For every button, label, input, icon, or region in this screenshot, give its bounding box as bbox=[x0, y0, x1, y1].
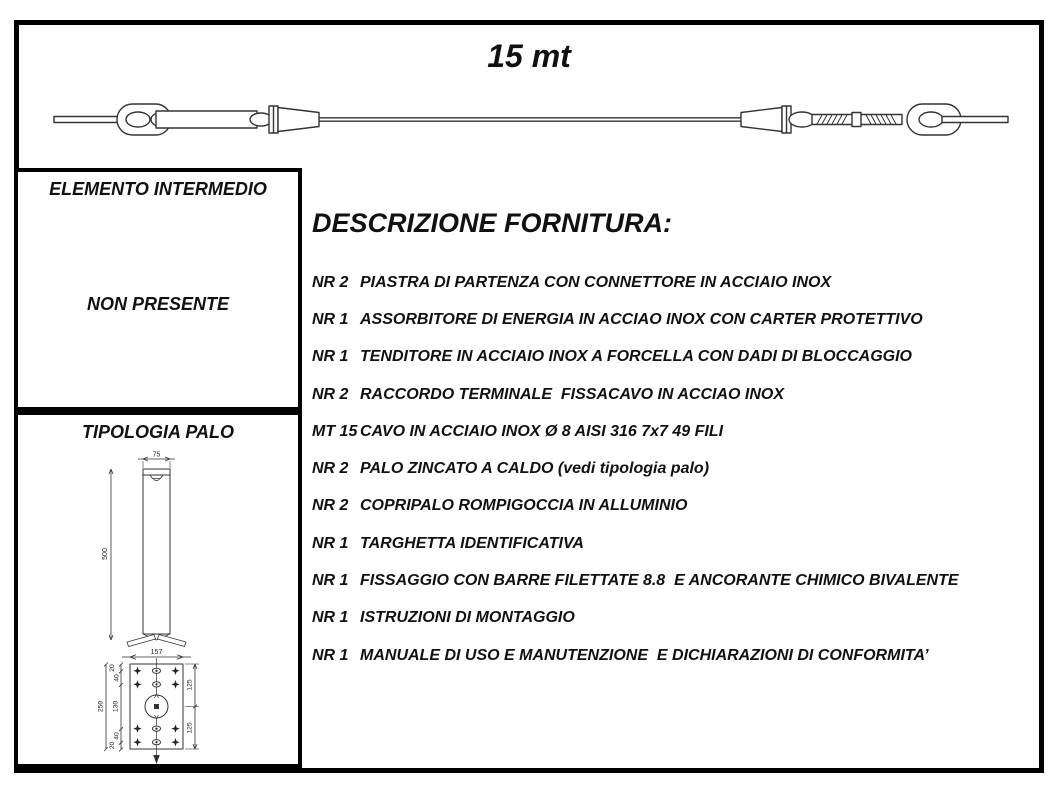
item-quantity: NR 1 bbox=[312, 609, 349, 627]
item-description: PIASTRA DI PARTENZA CON CONNETTORE IN ACCIAIO INOX bbox=[360, 273, 832, 291]
right-swage-terminal bbox=[741, 106, 815, 133]
cable-assembly-drawing bbox=[14, 91, 1044, 151]
dim-label-right-lower: 125 bbox=[186, 722, 194, 734]
item-quantity: NR 1 bbox=[312, 534, 349, 552]
item-quantity: NR 1 bbox=[312, 572, 349, 590]
turnbuckle-threaded-rod bbox=[812, 113, 902, 127]
item-quantity: NR 1 bbox=[312, 310, 349, 328]
dim-label-plate-height: 250 bbox=[97, 700, 105, 713]
pole-drawing bbox=[18, 444, 298, 767]
supply-list-item bbox=[312, 339, 1035, 376]
item-description: ISTRUZIONI DI MONTAGGIO bbox=[360, 609, 575, 627]
outer-frame bbox=[14, 20, 1044, 773]
item-quantity: NR 2 bbox=[312, 273, 349, 291]
elemento-intermedio-status: NON PRESENTE bbox=[86, 294, 230, 314]
elemento-intermedio-title: ELEMENTO INTERMEDIO bbox=[49, 179, 267, 199]
description-section bbox=[302, 168, 1039, 773]
supply-list-item bbox=[312, 525, 1035, 562]
supply-list-item bbox=[312, 301, 1035, 338]
item-quantity: MT 15 bbox=[312, 422, 358, 440]
left-anchor-rod bbox=[54, 117, 122, 123]
dim-label-pole-height: 500 bbox=[102, 548, 109, 560]
dim-plate-right bbox=[185, 664, 199, 749]
dim-pole-height bbox=[109, 469, 113, 640]
description-heading: DESCRIZIONE FORNITURA: bbox=[312, 208, 672, 238]
page-title: 15 mt bbox=[487, 38, 571, 74]
tipologia-palo-panel bbox=[14, 411, 302, 768]
item-description: COPRIPALO ROMPIGOCCIA IN ALLUMINIO bbox=[360, 497, 688, 515]
dim-label-offset-bottom: 40 bbox=[113, 732, 121, 740]
energy-absorber-carter bbox=[156, 106, 278, 133]
base-plate-plan bbox=[130, 658, 183, 764]
dim-pole-top-width bbox=[138, 457, 175, 468]
left-swage-terminal bbox=[278, 108, 319, 132]
supply-list-item bbox=[312, 450, 1035, 487]
steel-cable-line bbox=[319, 118, 741, 121]
supply-list-item bbox=[312, 562, 1035, 599]
right-anchor-rod bbox=[942, 117, 1008, 123]
item-quantity: NR 2 bbox=[312, 385, 349, 403]
dim-label-center-spacing: 130 bbox=[112, 700, 120, 713]
item-description: CAVO IN ACCIAIO INOX Ø 8 AISI 316 7x7 49 FILI bbox=[360, 422, 724, 440]
dim-label-offset-top: 40 bbox=[113, 674, 121, 682]
item-description: TARGHETTA IDENTIFICATIVA bbox=[360, 534, 584, 552]
dim-label-pole-top-width: 75 bbox=[152, 451, 161, 459]
item-quantity: NR 1 bbox=[312, 348, 349, 366]
item-description: TENDITORE IN ACCIAIO INOX A FORCELLA CON DADI DI BLOCCAGGIO bbox=[360, 348, 912, 366]
dim-label-right-upper: 125 bbox=[186, 679, 194, 691]
tipologia-palo-title: TIPOLOGIA PALO bbox=[82, 422, 234, 442]
item-description: ASSORBITORE DI ENERGIA IN ACCIAO INOX CON CARTER PROTETTIVO bbox=[360, 310, 923, 328]
supply-list-item bbox=[312, 413, 1035, 450]
elemento-intermedio-panel bbox=[14, 168, 302, 411]
item-description: RACCORDO TERMINALE FISSACAVO IN ACCIAO INOX bbox=[360, 385, 785, 403]
supply-list-item bbox=[312, 376, 1035, 413]
supply-list bbox=[312, 264, 1035, 674]
supply-list-item bbox=[312, 637, 1035, 674]
item-quantity: NR 2 bbox=[312, 497, 349, 515]
item-quantity: NR 2 bbox=[312, 460, 349, 478]
item-quantity: NR 1 bbox=[312, 646, 349, 664]
item-description: MANUALE DI USO E MANUTENZIONE E DICHIARAZIONI DI CONFORMITA’ bbox=[360, 646, 929, 664]
dim-label-edge-top: 20 bbox=[109, 664, 116, 672]
dim-label-edge-bottom: 20 bbox=[109, 741, 116, 750]
item-description: FISSAGGIO CON BARRE FILETTATE 8.8 E ANCORANTE CHIMICO BIVALENTE bbox=[360, 572, 959, 590]
supply-list-item bbox=[312, 264, 1035, 301]
supply-list-item bbox=[312, 600, 1035, 637]
dim-label-base-width: 157 bbox=[150, 649, 163, 656]
item-description: PALO ZINCATO A CALDO (vedi tipologia palo) bbox=[360, 460, 710, 478]
pole-elevation bbox=[127, 469, 186, 647]
supply-list-item bbox=[312, 488, 1035, 525]
